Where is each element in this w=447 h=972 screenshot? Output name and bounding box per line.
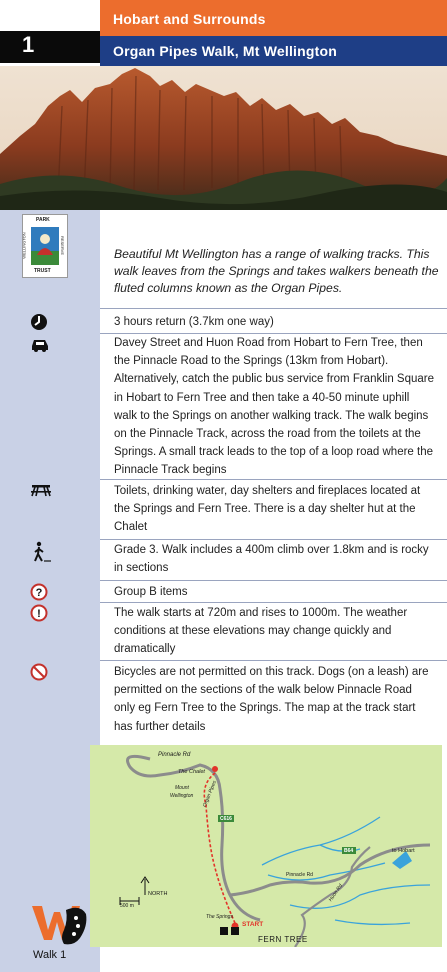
map-road-c616: C616 <box>220 816 232 822</box>
organ-pipes-photo <box>0 66 447 210</box>
title-banner <box>100 36 447 66</box>
map-label-fern-tree: FERN TREE <box>258 935 308 944</box>
region-title: Hobart and Surrounds <box>113 11 266 27</box>
car-icon <box>30 337 50 357</box>
clock-icon <box>30 313 50 333</box>
map-road-b64: B64 <box>344 848 354 854</box>
map-label-start: START <box>242 921 264 928</box>
map-label-wellington: Wellington <box>170 793 194 799</box>
map-label-pinnacle-rd-2: Pinnacle Rd <box>286 872 313 878</box>
divider <box>100 308 447 309</box>
map-label-pinnacle-rd: Pinnacle Rd <box>158 752 191 758</box>
time-text: 3 hours return (3.7km one way) <box>114 316 274 328</box>
header-blank <box>0 0 100 31</box>
map-label-to-hobart: to Hobart <box>392 848 415 854</box>
map-label-springs: The Springs <box>206 914 233 920</box>
restrictions-text: Bicycles are not permitted on this track. Dogs (on a leash) are permitted on the sections of the walk below Pinnacle Road only eg Fern Tree to the Springs. The map at the track start has further details <box>114 666 429 733</box>
question-icon <box>30 583 50 603</box>
badge-bottom-text: TRUST <box>34 268 51 274</box>
no-entry-icon <box>30 663 50 683</box>
badge-top-text: PARK <box>36 217 50 223</box>
map-label-organ-pipes: Organ Pipes <box>201 779 218 809</box>
svg-text:?: ? <box>35 587 43 599</box>
park-reserve-trust-logo <box>22 214 68 278</box>
region-banner <box>100 0 447 36</box>
warning-icon <box>30 604 50 624</box>
divider <box>100 580 447 581</box>
access-text: Davey Street and Huon Road from Hobart to Fern Tree, then the Pinnacle Road to the Springs (13km from Hobart). Alternatively, catch the public bus service from Franklin Square in Hobart to Fern Tree and then take a 40-50 minute uphill walk to the Springs on another walking track. The walk begins on the Pinnacle Track, across the road from the toilets at the Springs. A small track leads to the top of a loop road where the Pinnacle Track begins <box>114 337 435 477</box>
grade-text: Grade 3. Walk includes a 400m climb over 1.8km and is rocky in sections <box>114 544 429 575</box>
badge-right-text: RESERVE <box>60 235 66 256</box>
picnic-table-icon <box>30 482 50 502</box>
walk-boot-logo <box>30 900 90 948</box>
walk-title: Organ Pipes Walk, Mt Wellington <box>113 43 337 59</box>
warning-text: The walk starts at 720m and rises to 1000m. The weather conditions at these elevations may change quickly and dramatically <box>114 607 408 656</box>
map-label-north: NORTH <box>148 891 168 897</box>
map-label-mount: Mount <box>175 785 189 791</box>
facilities-text: Toilets, drinking water, day shelters and fireplaces located at the Springs and Fern Tree. There is a day shelter hut at the Chalet <box>114 485 421 534</box>
badge-left-text: WELLINGTON <box>21 232 27 259</box>
divider <box>100 539 447 540</box>
divider <box>100 660 447 661</box>
items-text: Group B items <box>114 586 188 598</box>
hiker-icon <box>30 541 50 561</box>
walk-intro: Beautiful Mt Wellington has a range of walking tracks. This walk leaves from the Springs and takes walkers beneath the fluted columns known as the Organ Pipes. <box>114 247 439 295</box>
map-label-huon-rd: Huon Rd <box>327 883 344 903</box>
svg-text:!: ! <box>37 608 41 620</box>
divider <box>100 602 447 603</box>
map-scale-label: 500 m <box>120 903 134 909</box>
map-label-chalet: The Chalet <box>178 769 205 775</box>
walk-number-box <box>0 31 100 63</box>
walk-number: 1 <box>22 32 35 57</box>
left-sidebar-strip <box>0 210 100 972</box>
walk-label: Walk 1 <box>33 949 67 961</box>
divider <box>100 479 447 480</box>
walk-map <box>90 745 442 947</box>
